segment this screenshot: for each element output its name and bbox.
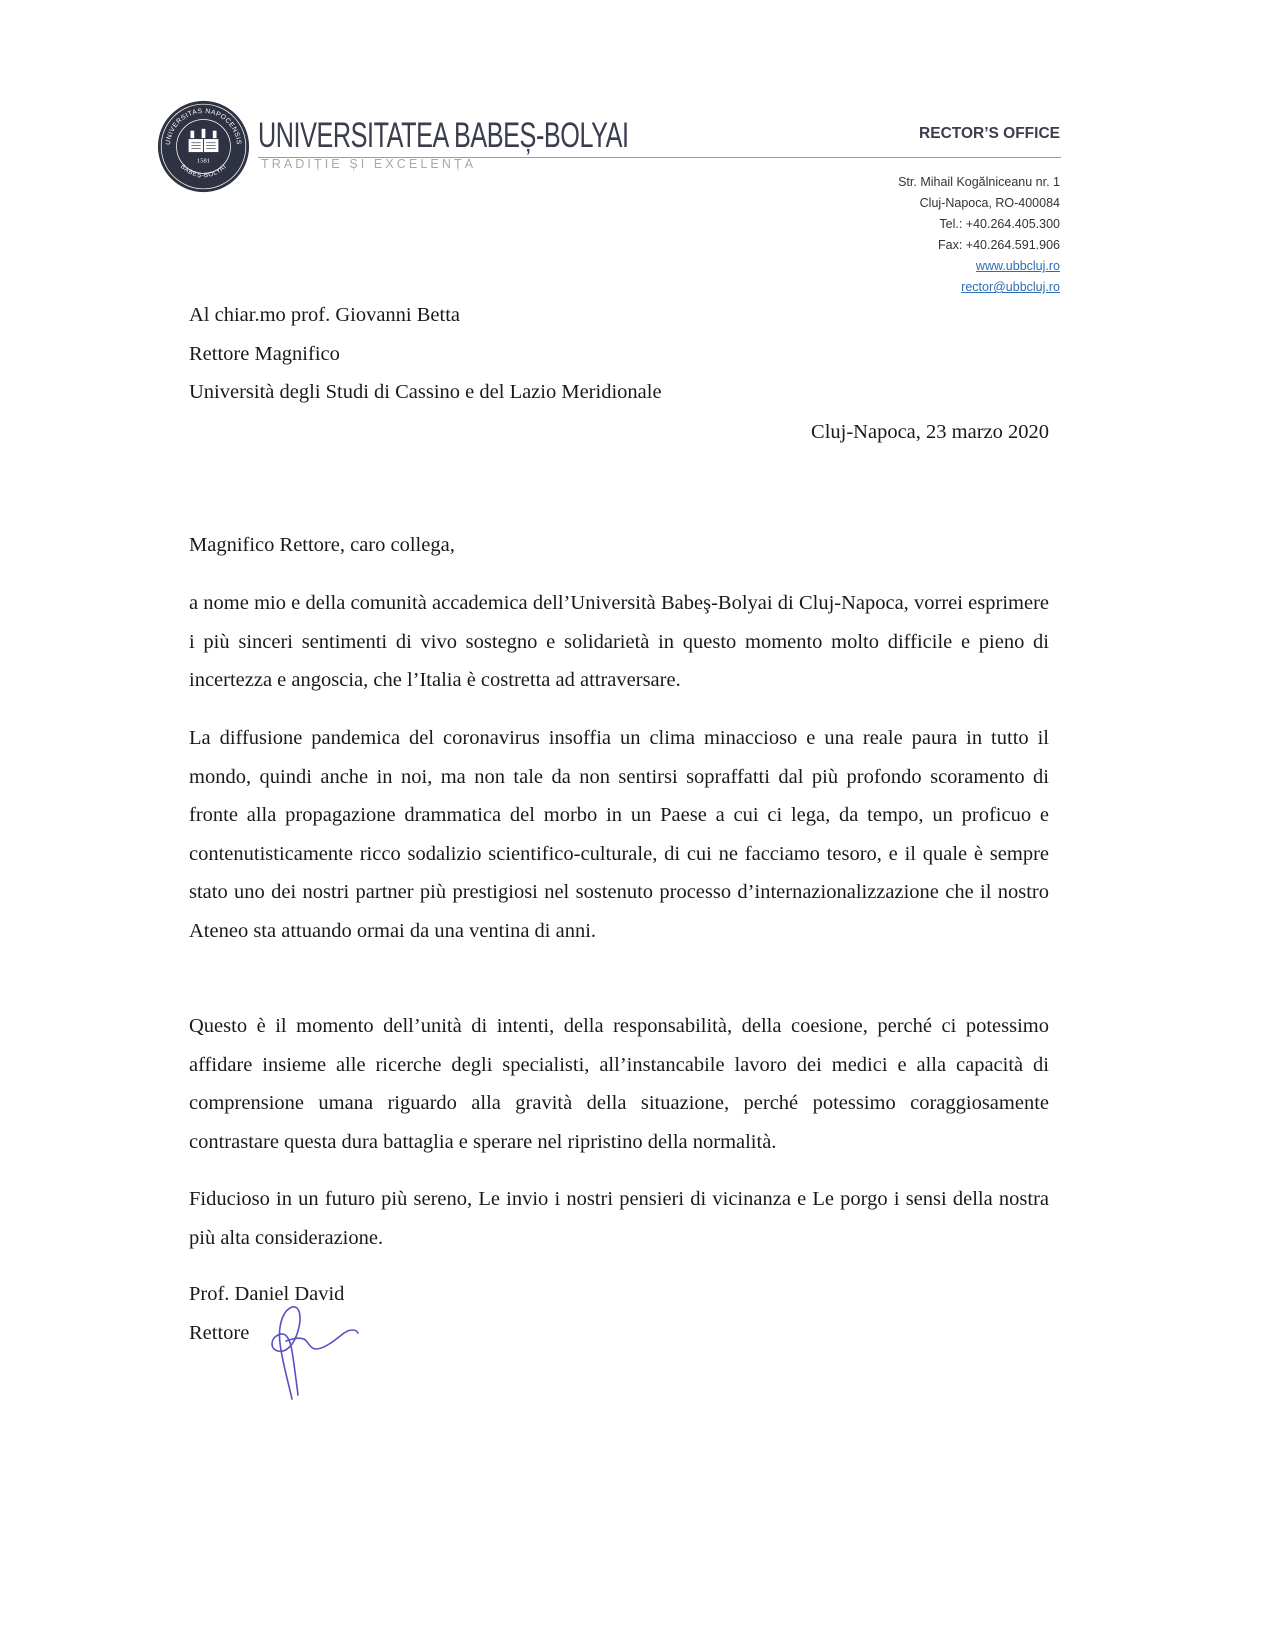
svg-text:BABEȘ-BOLYAI: BABEȘ-BOLYAI	[179, 163, 229, 180]
signatory-title: Rettore	[189, 1321, 250, 1344]
recipient-institution: Università degli Studi di Cassino e del Lazio Meridionale	[189, 381, 662, 403]
email-link[interactable]: rector@ubbcluj.ro	[961, 280, 1060, 294]
recipient-title: Rettore Magnifico	[189, 342, 340, 365]
body-paragraph: a nome mio e della comunità accademica dell’Università Babeş-Bolyai di Cluj-Napoca, vorrei esprimere i più sinceri sentimenti di vivo sostegno e solidarietà in questo momento molto difficile e pieno di incertezza e angoscia, che l’Italia è costretta ad attraversare.	[189, 592, 1049, 691]
university-seal-logo	[157, 100, 250, 193]
salutation: Magnifico Rettore, caro collega,	[189, 534, 455, 556]
address-city: Cluj-Napoca, RO-400084	[919, 196, 1060, 210]
recipient-block	[189, 296, 1049, 412]
office-title: RECTOR’S OFFICE	[919, 125, 1060, 142]
phone-number: Tel.: +40.264.405.300	[939, 217, 1060, 231]
address-street: Str. Mihail Kogălniceanu nr. 1	[898, 175, 1060, 189]
letter-date: Cluj-Napoca, 23 marzo 2020	[811, 421, 1049, 443]
body-paragraph: La diffusione pandemica del coronavirus insoffia un clima minaccioso e una reale paura in tutto il mondo, quindi anche in noi, ma non tale da non sentirsi sopraffatti dal più profondo scoramento di fronte alla propagazione drammatica del morbo in un Paese a cui ci lega, da tempo, un proficuo e contenutisticamente ricco sodalizio scientifico-culturale, di cui ne facciamo tesoro, e il quale è sempre stato uno dei nostri partner più prestigiosi nel sostenuto processo d’internazionalizzazione che il nostro Ateneo sta attuando ormai da una ventina di anni.	[189, 727, 1049, 942]
body-paragraph: Fiducioso in un futuro più sereno, Le invio i nostri pensieri di vicinanza e Le porgo i sensi della nostra più alta considerazione.	[189, 1188, 1049, 1249]
website-link[interactable]: www.ubbcluj.ro	[975, 259, 1060, 273]
svg-text:UNIVERSITAS NAPOCENSIS: UNIVERSITAS NAPOCENSIS	[164, 107, 243, 146]
seal-year: 1581	[197, 157, 210, 165]
handwritten-signature	[262, 1303, 366, 1407]
recipient-name: Al chiar.mo prof. Giovanni Betta	[189, 304, 460, 326]
body-paragraph: Questo è il momento dell’unità di intenti, della responsabilità, della coesione, perché ci potessimo affidare insieme alle ricerche degli specialisti, all’instancabile lavoro dei medici e alla capacità di comprensione umana riguardo alla gravità della situazione, perché potessimo coraggiosamente contrastare questa dura battaglia e sperare nel ripristino della normalità.	[189, 1015, 1049, 1153]
fax-number: Fax: +40.264.591.906	[938, 238, 1060, 252]
university-motto: TRADIȚIE ȘI EXCELENȚĂ	[261, 157, 477, 171]
university-name: UNIVERSITATEA BABEȘ-BOLYAI	[258, 116, 629, 155]
signatory-name: Prof. Daniel David	[189, 1283, 345, 1305]
address-block	[898, 172, 1060, 298]
